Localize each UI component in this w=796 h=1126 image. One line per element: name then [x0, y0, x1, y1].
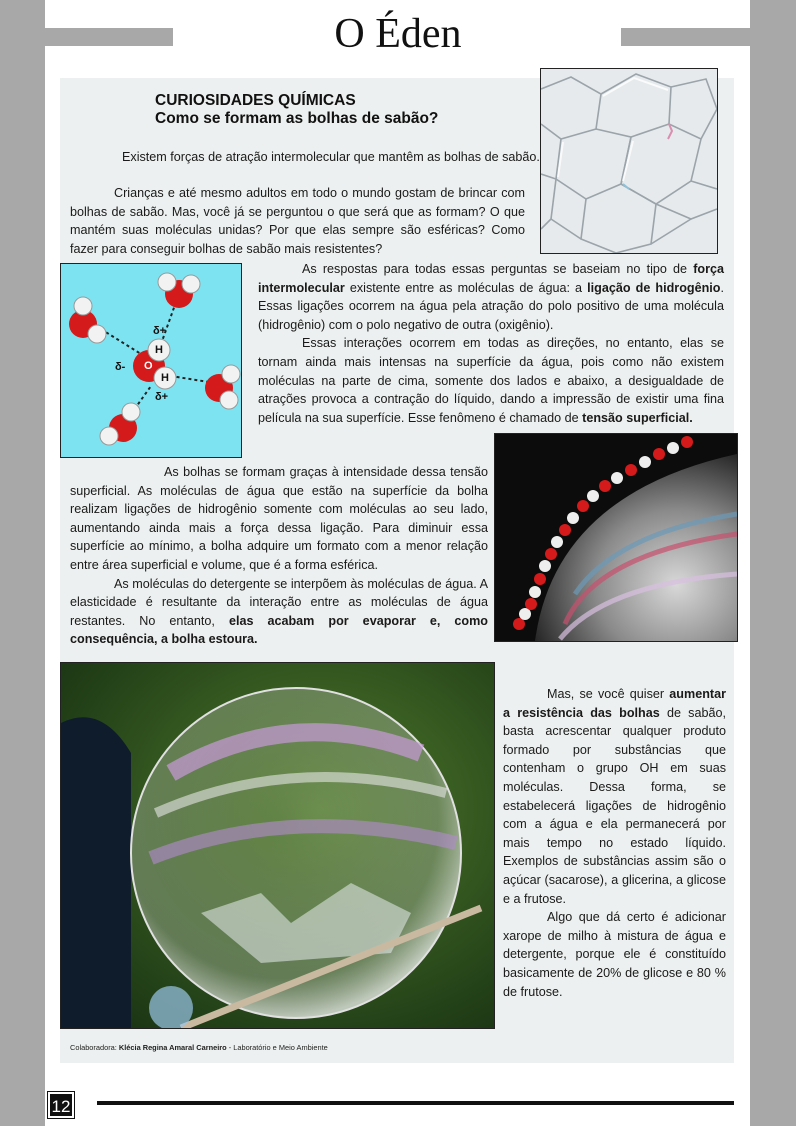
water-molecule-diagram [60, 263, 242, 458]
soap-bubble-photo [60, 662, 495, 1029]
paragraph-1-text: Crianças e até mesmo adultos em todo o mundo gostam de brincar com bolhas de sabão. Mas, você já se perguntou o que será que as formam? O que mantém suas moléculas unidas? Por que elas sempre são esféricas? Como fazer para conseguir bolhas de sabão mais resistentes? [70, 186, 525, 256]
paragraph-5: As moléculas do detergente se interpõem às moléculas de água. A elasticidade é resultante da interação entre as moléculas de água restantes. No entanto, elas acabam por evaporar e, como consequência, a bolha estoura. [70, 576, 488, 647]
paragraph-3: Essas interações ocorrem em todas as direções, no entanto, elas se tornam ainda mais intensas na superfície da água, pois como não existem moléculas na parte de cima, somente dos lados e abaixo, a desigualdade de atrações provoca a contração do líquido, dando a impressão de existir uma fina película na sua superfície. Esse fenômeno é chamado de tensão superficial. [258, 336, 724, 425]
paragraph-1 [70, 184, 525, 258]
paragraph-4 [70, 463, 488, 649]
paragraph-6: Mas, se você quiser aumentar a resistência das bolhas de sabão, basta acrescentar qualquer produto formado por substâncias que contenham o grupo OH em suas moléculas. Dessa forma, se estabelecerá ligações de hidrogênio com a água e ela permanecerá por mais tempo no estado líquido. Exemplos de substâncias assim são o açúcar (sacarose), a glicerina, a glicose e a frutose. Algo que dá certo é adicionar xarope de milho à mistura de água e detergente, porque ele é constituído basicamente de 20% de glicose e 80 % de frutose. [503, 685, 726, 1001]
label-delta-plus-2: δ+ [155, 391, 169, 403]
magazine-title: O Éden [334, 11, 462, 57]
bottom-rule [97, 1101, 734, 1105]
paragraph-2: As respostas para todas essas perguntas se baseiam no tipo de força intermolecular existente entre as moléculas de água: a ligação de hidrogênio. Essas ligações ocorrem na água pela atração do polo positivo de uma molécula (hidrogênio) com o polo negativo de outra (oxigênio). Essas interações ocorrem em todas as direções, no entanto, elas se tornam ainda mais intensas na superfície da água, pois como não existem moléculas na parte de cima, somente dos lados e abaixo, a desigualdade de atrações provoca a contração do líquido, dando a impressão de existir uma fina película na sua superfície. Esse fenômeno é chamado de tensão superficial. [258, 260, 724, 427]
label-delta-minus: δ- [115, 361, 126, 373]
label-h-top: H [155, 344, 163, 356]
paragraph-7: Algo que dá certo é adicionar xarope de milho à mistura de água e detergente, porque ele é constituído basicamente de 20% de glicose e 80 % de frutose. [503, 910, 726, 999]
credit-name: Klécia Regina Amaral Carneiro [118, 1043, 227, 1052]
heading-title: Como se formam as bolhas de sabão? [155, 110, 439, 127]
bubble-surface-molecules-photo [494, 433, 738, 642]
heading-kicker: CURIOSIDADES QUÍMICAS [155, 92, 356, 109]
label-h-bottom: H [161, 372, 169, 384]
intro-text: Existem forças de atração intermolecular que mantêm as bolhas de sabão. [122, 150, 540, 164]
paragraph-4-text: As bolhas se formam graças à intensidade dessa tensão superficial. As moléculas de água que estão na superfície da bolha realizam ligações de hidrogênio somente com moléculas ao seu lado, aumentando ainda mais a força dessa ligação. Para diminuir essa superfície ao mínimo, a bolha adquire um formato com a menor relação entre área superficial e volume, que é a forma esférica. [70, 465, 488, 572]
article-heading [155, 92, 438, 128]
label-delta-plus-1: δ+ [153, 325, 167, 337]
page-number: 12 [48, 1092, 74, 1118]
foam-photo [540, 68, 718, 254]
label-o: O [144, 360, 153, 372]
credit-line: Colaboradora: Klécia Regina Amaral Carneiro - Laboratório e Meio Ambiente [70, 1043, 328, 1052]
